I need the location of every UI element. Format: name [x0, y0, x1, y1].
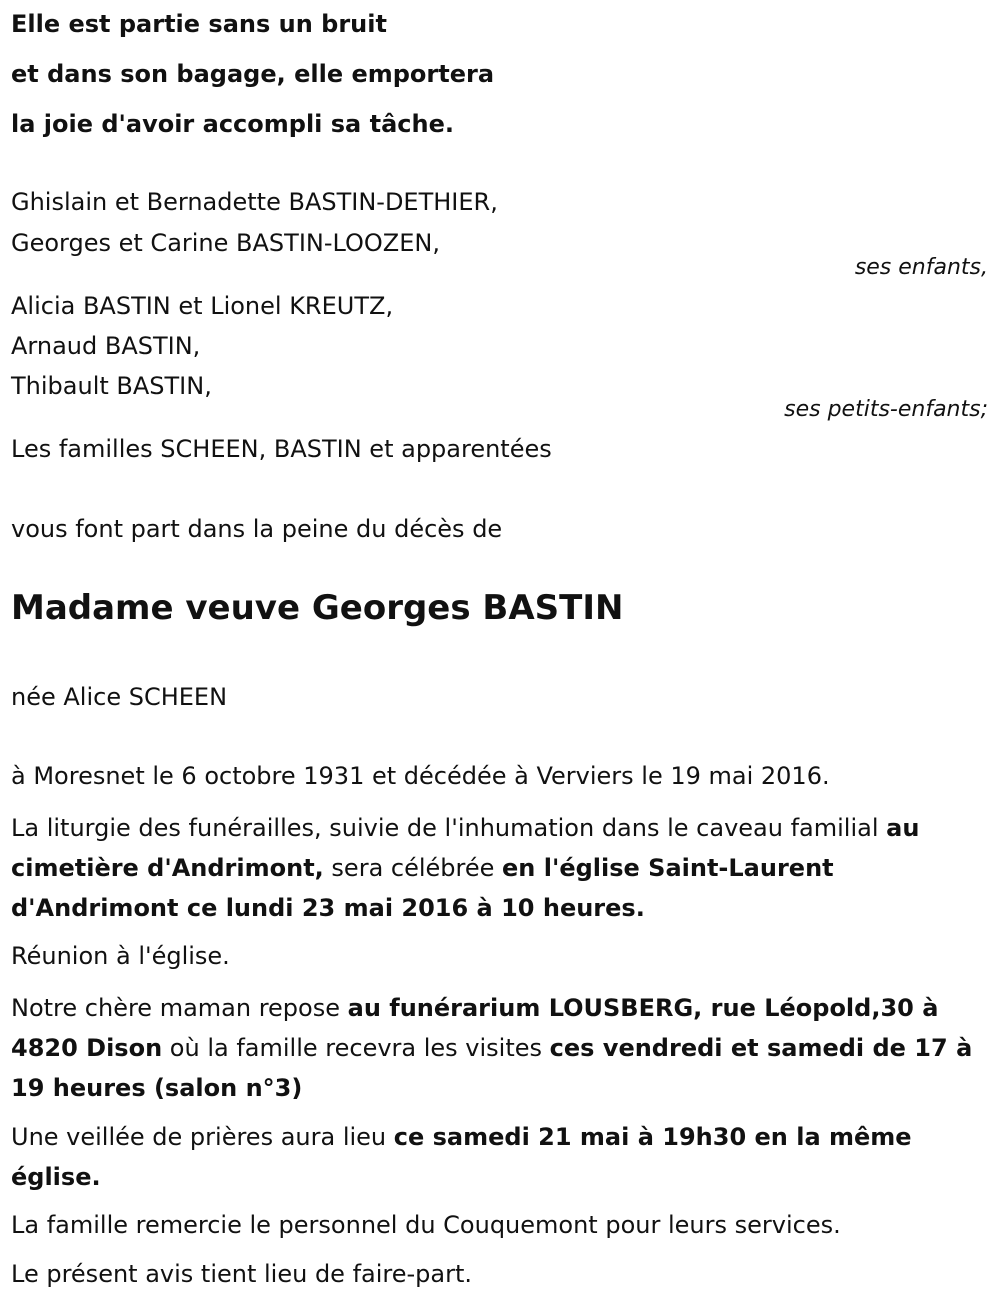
- birth-death-line: à Moresnet le 6 octobre 1931 et décédée à Verviers le 19 mai 2016.: [11, 762, 830, 790]
- meeting-line: Réunion à l'église.: [11, 942, 230, 970]
- repose-paragraph: [11, 988, 993, 1108]
- maiden-name: née Alice SCHEEN: [11, 683, 228, 711]
- announcement-line: vous font part dans la peine du décès de: [11, 515, 503, 543]
- child-name-1: Ghislain et Bernadette BASTIN-DETHIER,: [11, 188, 498, 216]
- repose-text-1: Notre chère maman repose: [11, 994, 348, 1022]
- children-label: ses enfants,: [854, 255, 988, 280]
- liturgy-cemetery: au cimetière d'Andrimont,: [11, 814, 920, 882]
- liturgy-church-date: en l'église Saint-Laurent d'Andrimont ce lundi 23 mai 2016 à 10 heures.: [11, 854, 834, 922]
- repose-text-2: où la famille recevra les visites: [162, 1034, 550, 1062]
- liturgy-paragraph: [11, 808, 993, 928]
- families-line: Les familles SCHEEN, BASTIN et apparentées: [11, 435, 552, 463]
- repose-visiting-hours: ces vendredi et samedi de 17 à 19 heures (salon n°3): [11, 1034, 973, 1102]
- liturgy-text-2: sera célébrée: [323, 854, 503, 882]
- deceased-name: Madame veuve Georges BASTIN: [11, 588, 624, 628]
- poem-line-3: la joie d'avoir accompli sa tâche.: [11, 110, 454, 138]
- child-name-2: Georges et Carine BASTIN-LOOZEN,: [11, 229, 440, 257]
- thanks-line: La famille remercie le personnel du Couquemont pour leurs services.: [11, 1211, 841, 1239]
- poem-line-2: et dans son bagage, elle emportera: [11, 60, 495, 88]
- grandchild-name-2: Arnaud BASTIN,: [11, 332, 201, 360]
- grandchildren-label: ses petits-enfants;: [784, 397, 988, 422]
- poem-line-1: Elle est partie sans un bruit: [11, 10, 387, 38]
- vigil-date-place: ce samedi 21 mai à 19h30 en la même église.: [11, 1123, 912, 1191]
- vigil-text-1: Une veillée de prières aura lieu: [11, 1123, 394, 1151]
- notice-line: Le présent avis tient lieu de faire-part.: [11, 1260, 473, 1288]
- grandchild-name-1: Alicia BASTIN et Lionel KREUTZ,: [11, 292, 394, 320]
- repose-funeral-home: au funérarium LOUSBERG, rue Léopold,30 à 4820 Dison: [11, 994, 939, 1062]
- grandchild-name-3: Thibault BASTIN,: [11, 372, 212, 400]
- vigil-paragraph: [11, 1117, 993, 1197]
- liturgy-text-1: La liturgie des funérailles, suivie de l'inhumation dans le caveau familial: [11, 814, 887, 842]
